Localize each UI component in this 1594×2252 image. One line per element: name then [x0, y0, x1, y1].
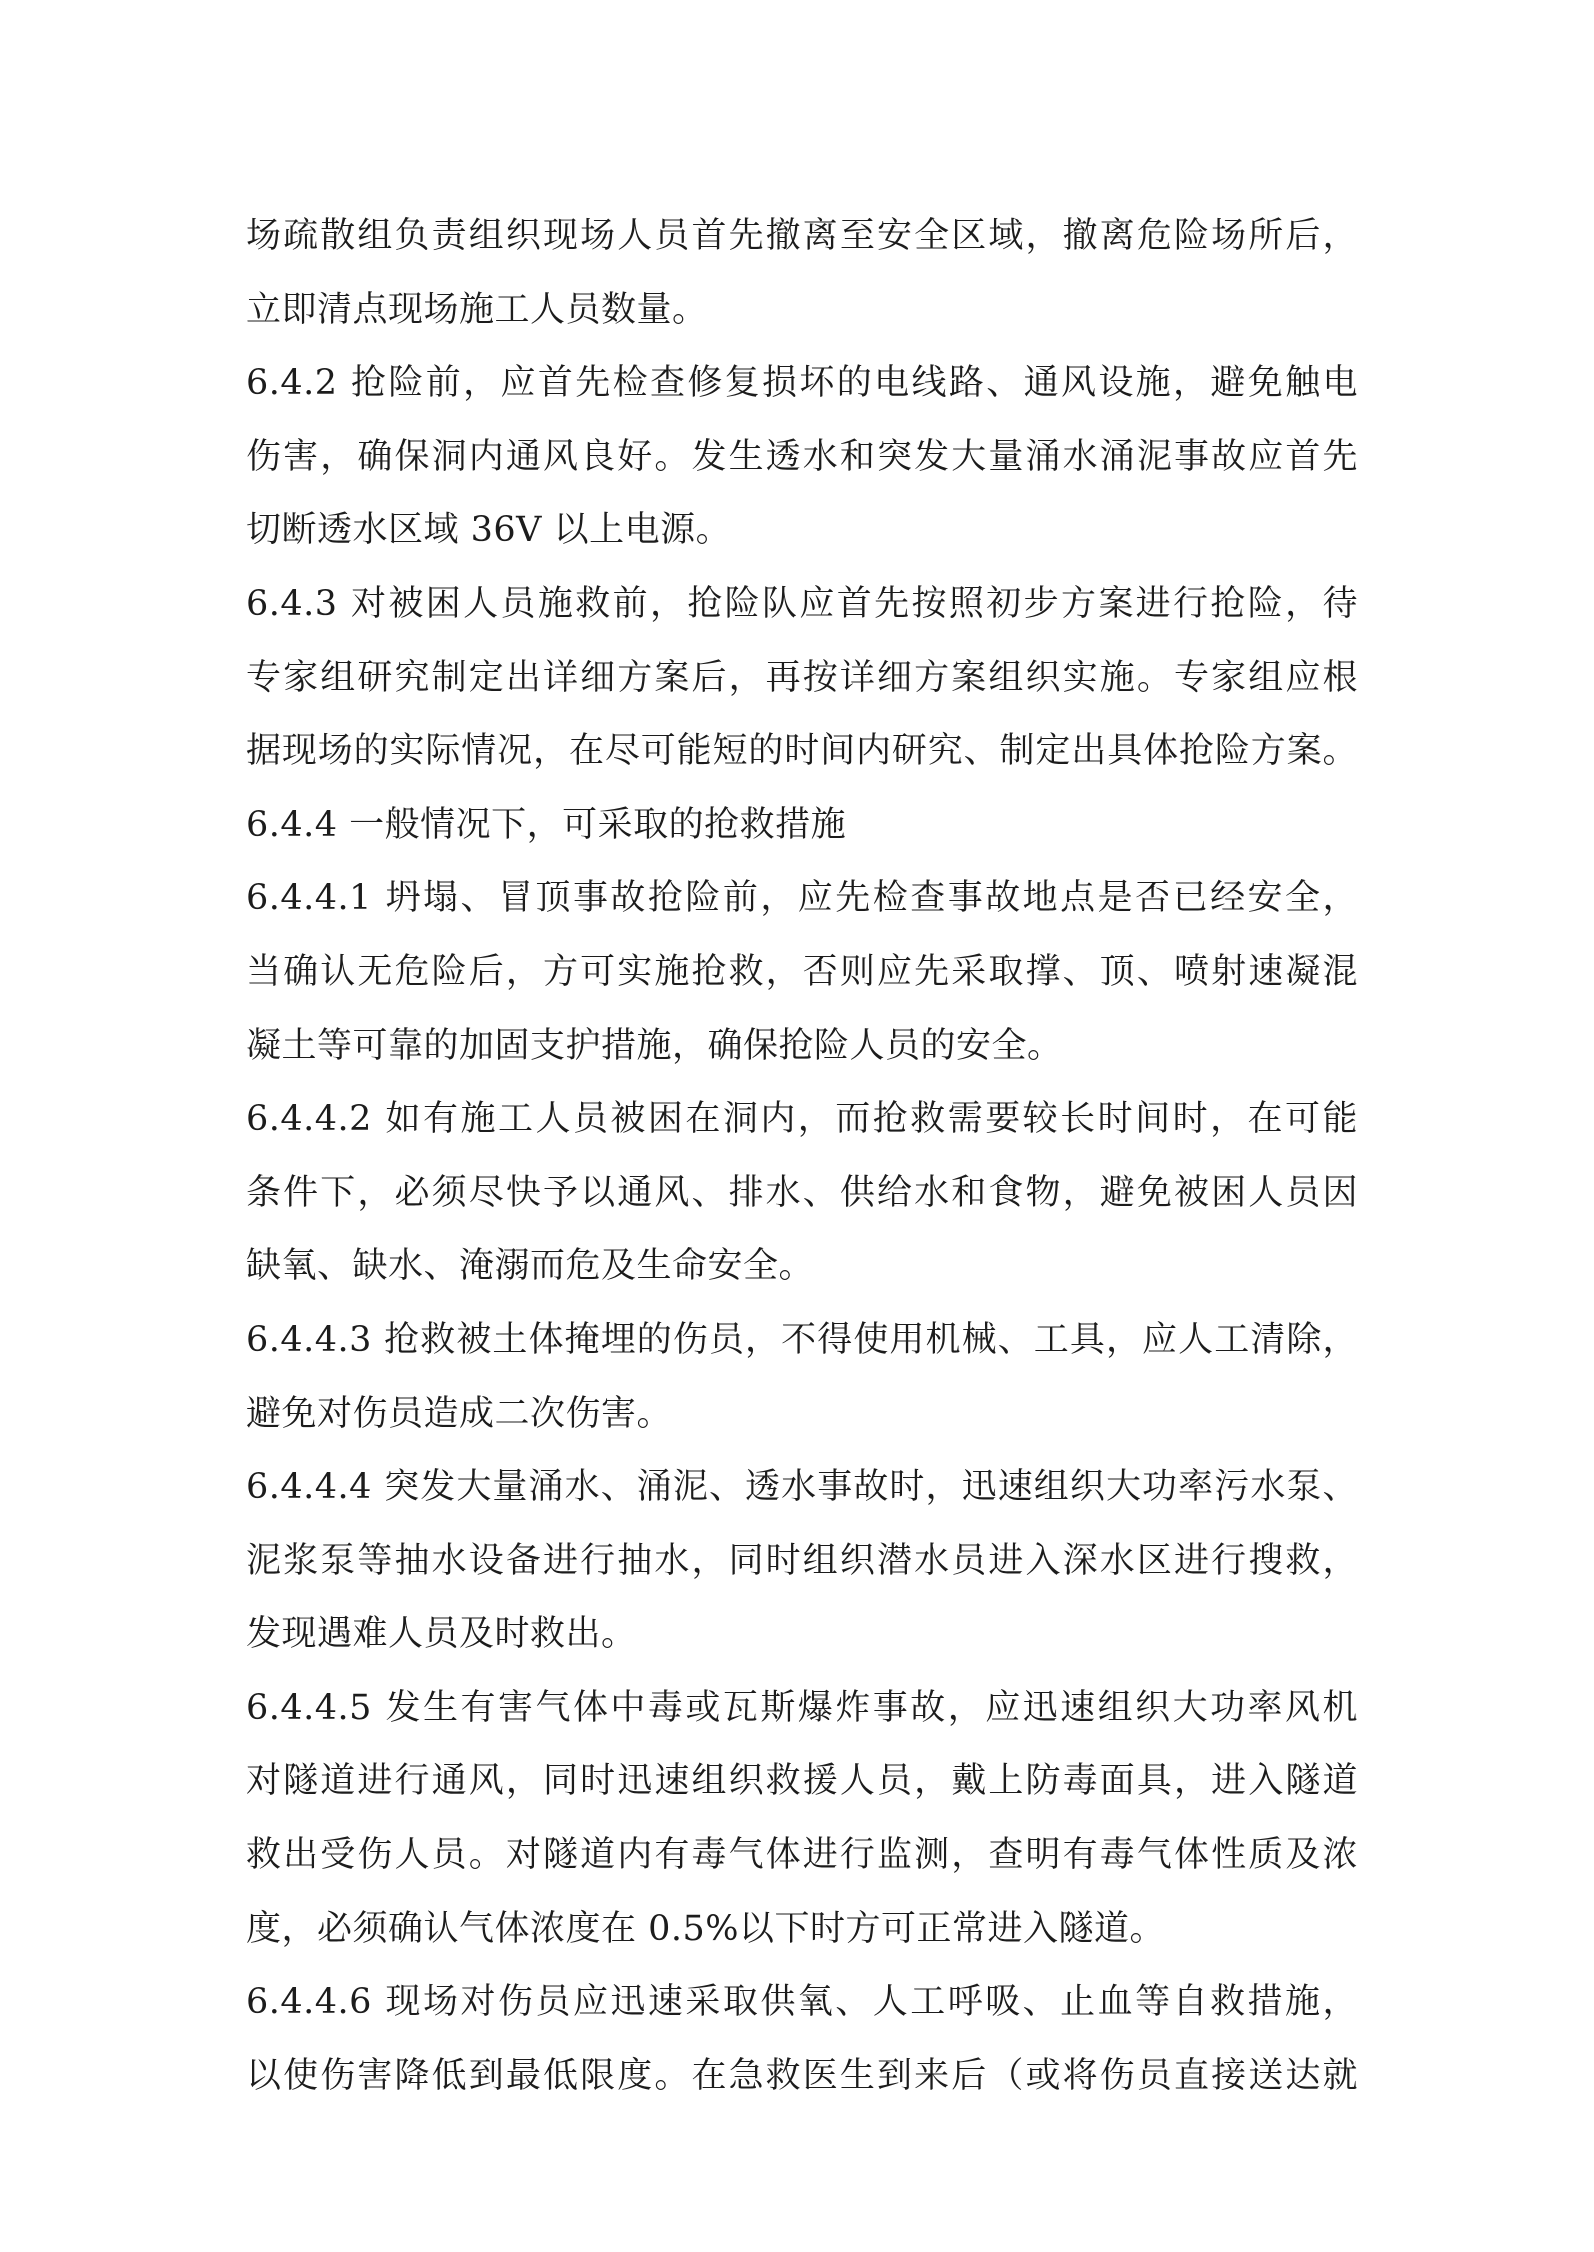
text-line: 场疏散组负责组织现场人员首先撤离至安全区域，撤离危险场所后， [246, 216, 1358, 256]
text-line: 救出受伤人员。对隧道内有毒气体进行监测，查明有毒气体性质及浓 [246, 1835, 1358, 1876]
text-line: 当确认无危险后，方可实施抢救，否则应先采取撑、顶、喷射速凝混 [246, 951, 1358, 992]
text-line: 据现场的实际情况，在尽可能短的时间内研究、制定出具体抢险方案。 [246, 731, 1358, 772]
text-line: 立即清点现场施工人员数量。 [246, 289, 708, 330]
text-line: 6.4.4.2 如有施工人员被困在洞内，而抢救需要较长时间时，在可能 [246, 1099, 1358, 1140]
text-line: 专家组研究制定出详细方案后，再按详细方案组织实施。专家组应根 [246, 657, 1358, 698]
text-line: 6.4.2 抢险前，应首先检查修复损坏的电线路、通风设施，避免触电 [246, 363, 1358, 404]
text-line: 对隧道进行通风，同时迅速组织救援人员，戴上防毒面具，进入隧道 [246, 1761, 1358, 1802]
text-line: 6.4.4.4 突发大量涌水、涌泥、透水事故时，迅速组织大功率污水泵、 [246, 1467, 1358, 1508]
text-line: 凝土等可靠的加固支护措施，确保抢险人员的安全。 [246, 1025, 1063, 1066]
text-line: 6.4.4.3 抢救被土体掩埋的伤员，不得使用机械、工具，应人工清除， [246, 1319, 1358, 1360]
text-line: 避免对伤员造成二次伤害。 [246, 1393, 673, 1434]
text-line: 度，必须确认气体浓度在 0.5%以下时方可正常进入隧道。 [246, 1908, 1166, 1949]
text-line: 6.4.4 一般情况下，可采取的抢救措施 [246, 804, 847, 845]
text-line: 条件下，必须尽快予以通风、排水、供给水和食物，避免被困人员因 [246, 1172, 1358, 1213]
text-line: 泥浆泵等抽水设备进行抽水，同时组织潜水员进入深水区进行搜救， [246, 1540, 1358, 1581]
text-line: 缺氧、缺水、淹溺而危及生命安全。 [246, 1246, 815, 1287]
text-line: 6.4.4.1 坍塌、冒顶事故抢险前，应先检查事故地点是否已经安全， [246, 878, 1358, 919]
text-line: 以使伤害降低到最低限度。在急救医生到来后（或将伤员直接送达就 [246, 2055, 1358, 2096]
text-line: 6.4.4.5 发生有害气体中毒或瓦斯爆炸事故，应迅速组织大功率风机 [246, 1687, 1358, 1728]
text-line: 伤害，确保洞内通风良好。发生透水和突发大量涌水涌泥事故应首先 [246, 436, 1358, 477]
text-line: 切断透水区域 36V 以上电源。 [246, 510, 732, 551]
text-line: 6.4.4.6 现场对伤员应迅速采取供氧、人工呼吸、止血等自救措施， [246, 1982, 1358, 2023]
text-line: 发现遇难人员及时救出。 [246, 1614, 637, 1655]
body-text [246, 200, 1358, 2113]
text-line: 6.4.3 对被困人员施救前，抢险队应首先按照初步方案进行抢险，待 [246, 583, 1358, 624]
